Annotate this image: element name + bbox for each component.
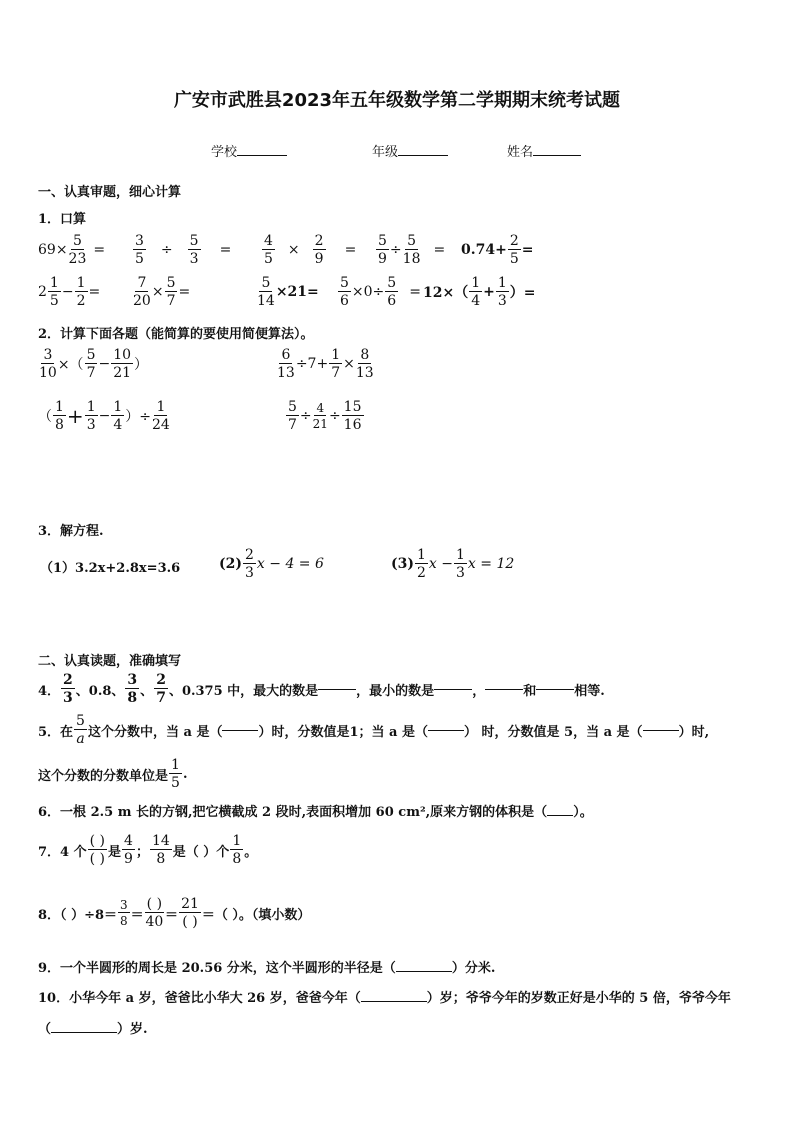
- q2-e4: $\frac{5}{7}$ ÷ $\frac{4}{21}$ ÷ $\frac{15}{16}$: [288, 399, 362, 433]
- q2-label: 2．计算下面各题（能简算的要使用简便算法）。: [38, 327, 314, 342]
- q3-p3: (3) $\frac{1}{2}$ x − $\frac{1}{3}$ x = 12: [391, 547, 515, 581]
- section-1-heading: 一、认真审题，细心计算: [38, 185, 182, 200]
- q3-label: 3．解方程.: [38, 524, 104, 539]
- q2-e1: $\frac{3}{10}$ ×（ $\frac{5}{7}$ − $\frac{10}{21}$ ）: [39, 347, 149, 381]
- name-label: 姓名: [507, 145, 534, 160]
- q5-line1: 5．在 $\frac{5}{a}$ 这个分数中，当 a 是（ ）时，分数值是1；当 a 是（ ） 时，分数值是 5，当 a 是（ ）时,: [38, 713, 710, 747]
- school-label: 学校: [211, 145, 238, 160]
- q6: 6．一根 2.5 m 长的方钢,把它横截成 2 段时,表面积增加 60 cm²,原来方钢的体积是（ ）。: [38, 805, 593, 820]
- q1-a1: 69× $\frac{5}{23}$ =: [38, 233, 106, 267]
- q7: 7．4 个 $\frac{( )}{( )}$ 是 $\frac{4}{9}$ ； $\frac{14}{8}$ 是（ ）个 $\frac{1}{8}$ 。: [38, 833, 258, 867]
- q1-b2: $\frac{7}{20}$ × $\frac{5}{7}$ =: [133, 275, 191, 309]
- q1-a2: $\frac{3}{5}$ ÷ $\frac{5}{3}$ =: [135, 233, 232, 267]
- q1-label: 1．口算: [38, 212, 87, 227]
- q1-a4: $\frac{5}{9}$ ÷ $\frac{5}{18}$ =: [378, 233, 446, 267]
- q4: 4． $\frac{2}{3}$ 、0.8、 $\frac{3}{8}$ 、 $\frac{2}{7}$ 、0.375 中，最大的数是 ，最小的数是 ， 和 相等.: [38, 672, 605, 706]
- q10-line2: （ ）岁.: [38, 1022, 148, 1037]
- q3-p1: （1）3.2x+2.8x=3.6: [40, 561, 181, 576]
- q2-e3: （ $\frac{1}{8}$ + $\frac{1}{3}$ − $\frac{1}{4}$ ）÷ $\frac{1}{24}$: [38, 399, 170, 433]
- q1-a5: 0.74+ $\frac{2}{5}$ =: [461, 233, 534, 267]
- section-2-heading: 二、认真读题，准确填写: [38, 654, 182, 669]
- q1-b3: $\frac{5}{14}$ ×21=: [257, 275, 319, 309]
- grade-field: [372, 141, 448, 160]
- q2-e2: $\frac{6}{13}$ ÷7+ $\frac{1}{7}$ × $\frac{8}{13}$: [277, 347, 374, 381]
- grade-label: 年级: [372, 145, 399, 160]
- page-title: 广安市武胜县2023年五年级数学第二学期期末统考试题: [173, 90, 621, 111]
- name-field: [507, 141, 581, 160]
- q1-b5: 12×（ $\frac{1}{4}$ + $\frac{1}{3}$ ）=: [423, 275, 536, 309]
- school-field: [211, 141, 287, 160]
- q5-line2: 这个分数的分数单位是 $\frac{1}{5}$ .: [38, 757, 188, 791]
- q1-a3: $\frac{4}{5}$ × $\frac{2}{9}$ =: [264, 233, 357, 267]
- q1-b1: 2 $\frac{1}{5}$ − $\frac{1}{2}$ =: [38, 275, 101, 309]
- q9: 9．一个半圆形的周长是 20.56 分米，这个半圆形的半径是（ ）分米.: [38, 961, 496, 976]
- q10-line1: 10．小华今年 a 岁，爸爸比小华大 26 岁，爸爸今年（ ）岁；爷爷今年的岁数正好是小华的 5 倍，爷爷今年: [38, 991, 731, 1006]
- q1-b4: $\frac{5}{6}$ ×0÷ $\frac{5}{6}$ =: [340, 275, 421, 309]
- q8: 8．（ ）÷8＝ $\frac{3}{8}$ ＝ $\frac{( )}{40}$ ＝ $\frac{21}{( )}$ ＝（ ）。（填小数）: [38, 896, 311, 930]
- q3-p2: (2) $\frac{2}{3}$ x − 4 = 6: [219, 547, 324, 581]
